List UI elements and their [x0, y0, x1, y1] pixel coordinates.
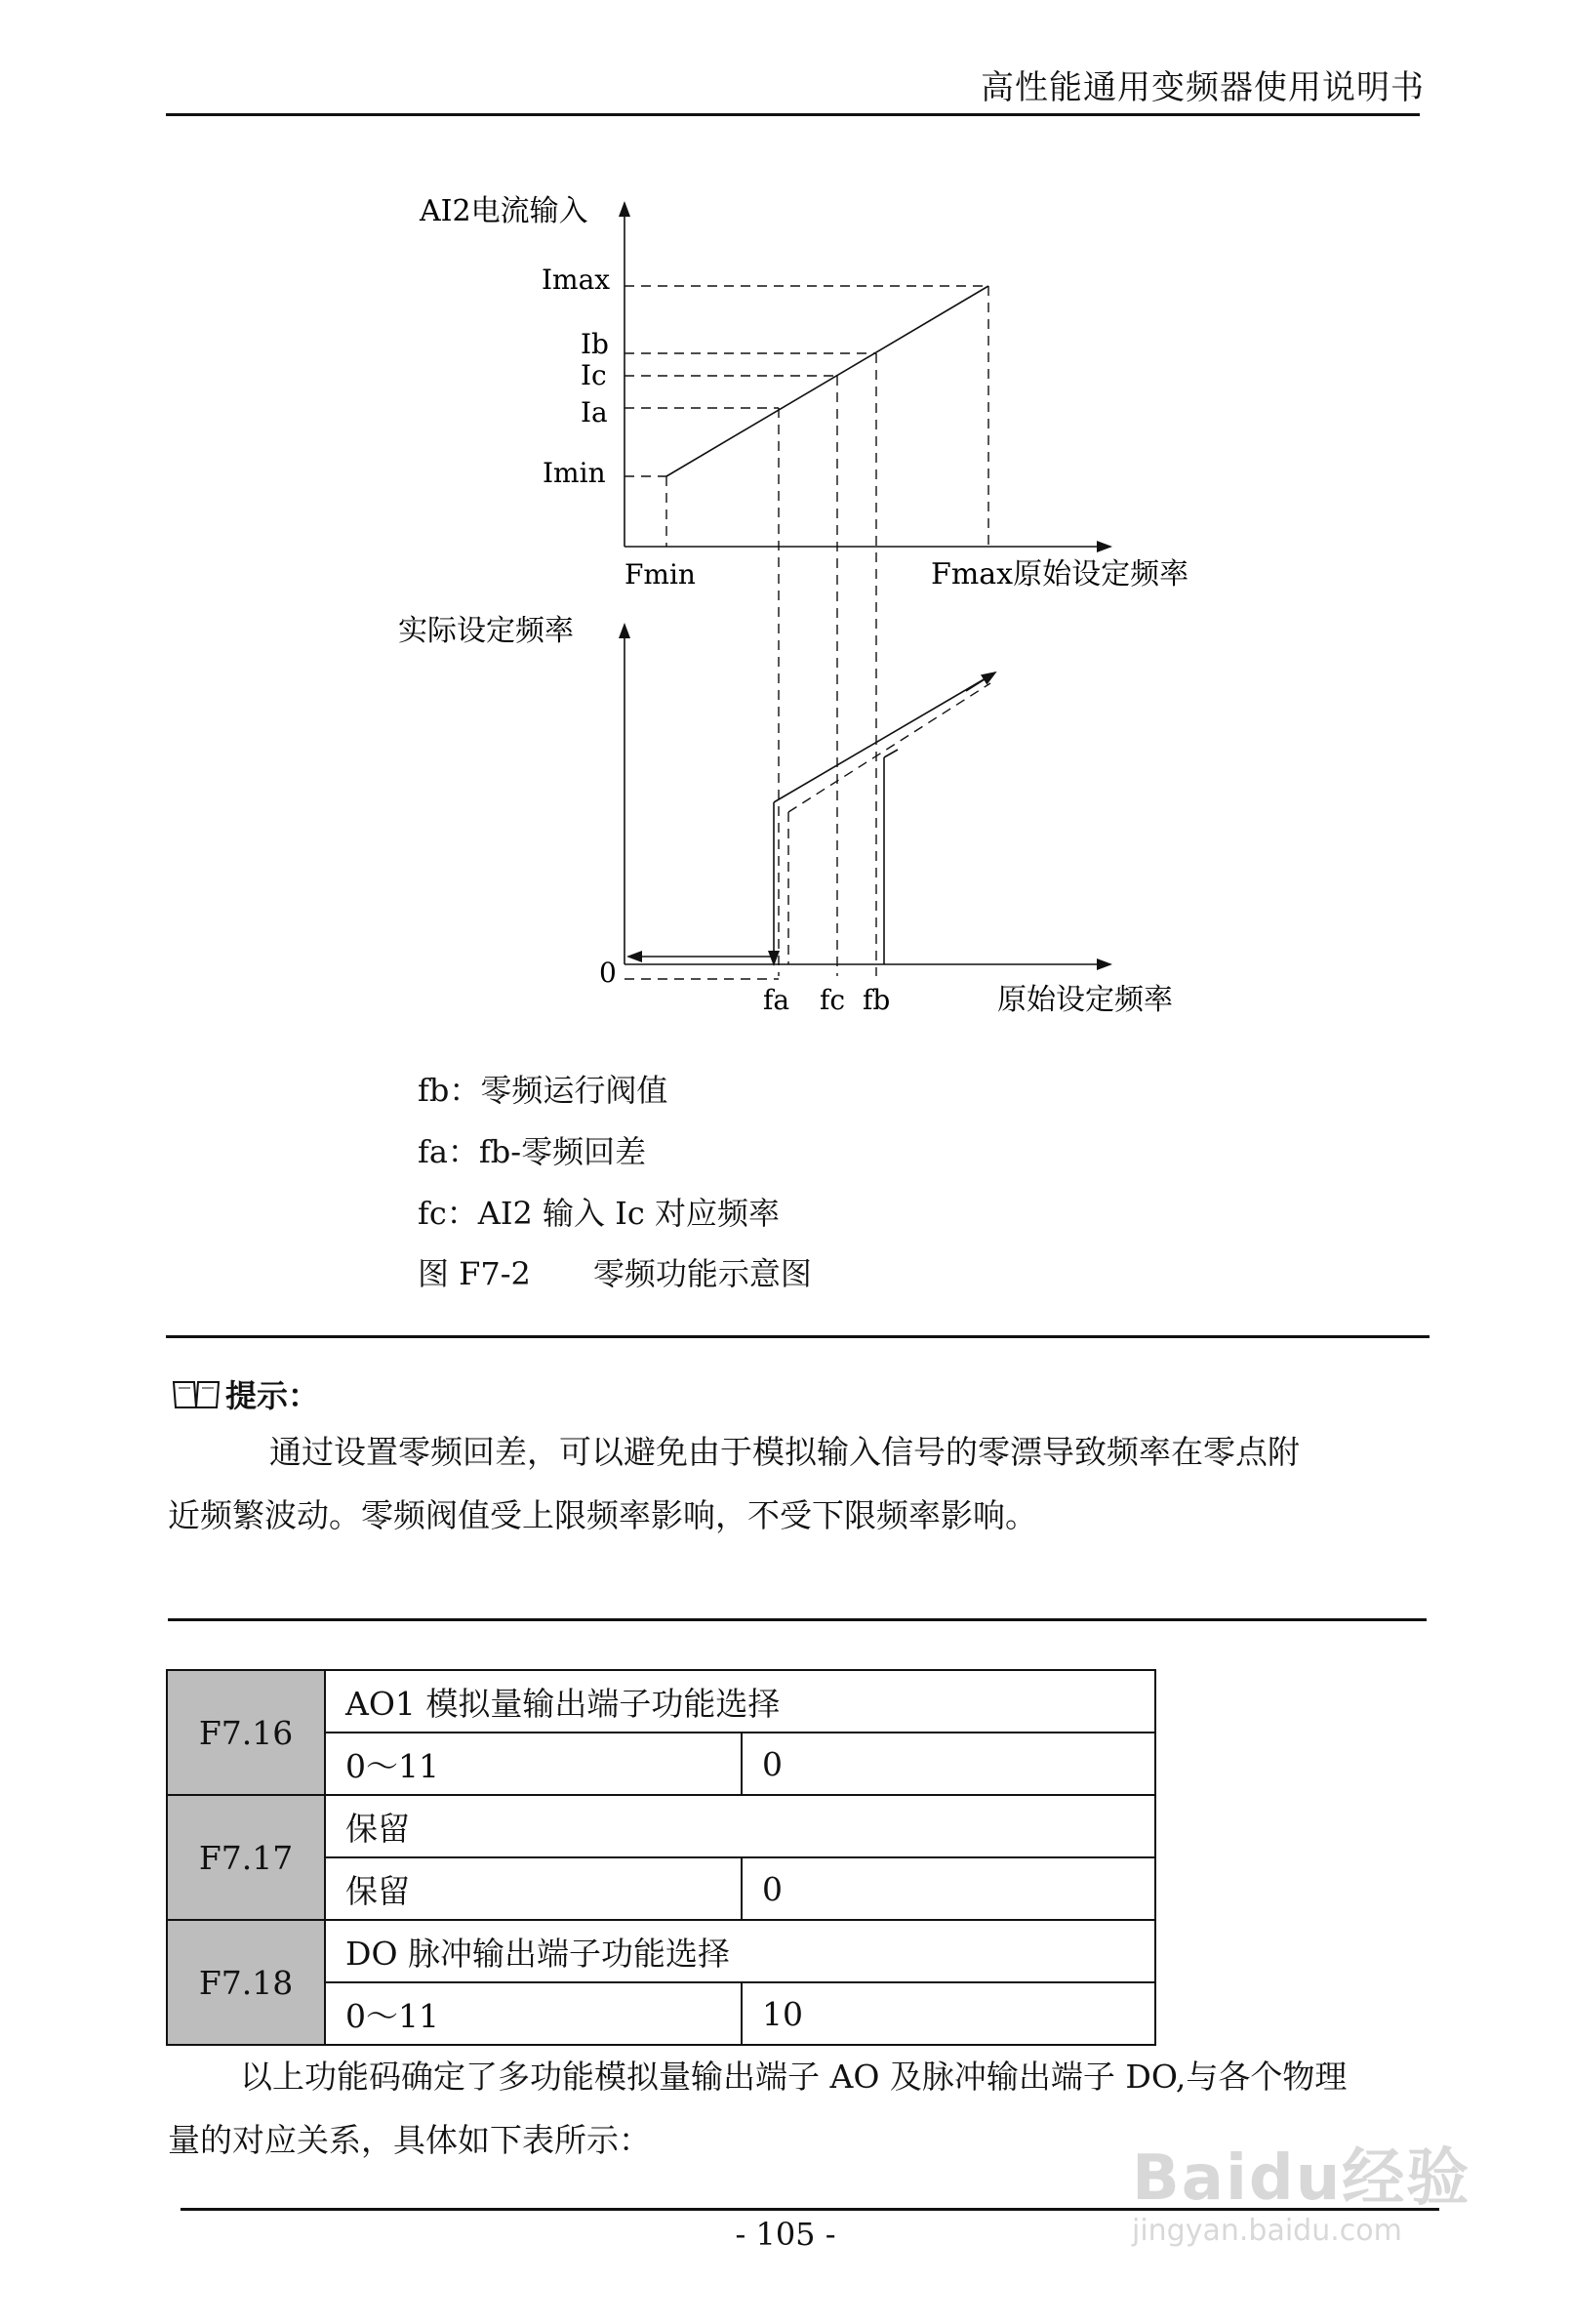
legend-fc: fc：AI2 输入 Ic 对应频率	[418, 1195, 780, 1232]
tick-ic: Ic	[581, 359, 607, 391]
top-x-label-fmax: Fmax原始设定频率	[931, 557, 1189, 591]
param-range: 0～11	[325, 1982, 742, 2045]
tip-text-line1: 通过设置零频回差，可以避免由于模拟输入信号的零漂导致频率在零点附	[269, 1433, 1300, 1471]
after-table-line2: 量的对应关系，具体如下表所示：	[168, 2121, 651, 2159]
tick-fb: fb	[863, 984, 891, 1016]
param-code: F7.18	[167, 1920, 325, 2045]
tick-imin: Imin	[543, 457, 606, 489]
figure-caption: 图 F7-2 零频功能示意图	[418, 1255, 812, 1292]
param-name: AO1 模拟量输出端子功能选择	[325, 1670, 1155, 1733]
param-range: 0～11	[325, 1733, 742, 1795]
tick-imax: Imax	[542, 264, 611, 296]
legend-fb: fb：零频运行阀值	[418, 1072, 668, 1109]
legend-fa: fa：fb-零频回差	[418, 1133, 647, 1170]
tick-fa: fa	[763, 984, 790, 1016]
param-default: 0	[742, 1733, 1155, 1795]
bottom-y-axis-label: 实际设定频率	[398, 614, 574, 648]
baidu-watermark	[1132, 2128, 1470, 2248]
book-icon	[171, 1376, 222, 1411]
header-title: 高性能通用变频器使用说明书	[981, 68, 1425, 107]
tick-ib: Ib	[581, 328, 609, 360]
top-y-axis-label: AI2电流输入	[420, 194, 588, 228]
tip-top-rule	[166, 1335, 1430, 1338]
watermark-logo: Baidu经验	[1132, 2142, 1471, 2215]
param-default: 10	[742, 1982, 1155, 2045]
param-range: 保留	[325, 1857, 742, 1920]
top-x-label-fmin: Fmin	[624, 558, 696, 591]
page-number: - 105 -	[735, 2216, 836, 2253]
param-code: F7.17	[167, 1795, 325, 1920]
after-table-line1: 以上功能码确定了多功能模拟量输出端子 AO 及脉冲输出端子 DO,与各个物理	[240, 2058, 1348, 2096]
table-row	[167, 1795, 1155, 1857]
bottom-x-axis-label: 原始设定频率	[997, 983, 1173, 1017]
param-name: 保留	[325, 1795, 1155, 1857]
param-default: 0	[742, 1857, 1155, 1920]
table-row	[167, 1670, 1155, 1733]
param-name: DO 脉冲输出端子功能选择	[325, 1920, 1155, 1982]
param-code: F7.16	[167, 1670, 325, 1795]
origin-label: 0	[599, 957, 617, 989]
tip-heading	[171, 1371, 319, 1416]
zero-frequency-diagram	[0, 0, 1571, 1054]
parameter-table	[166, 1669, 1156, 2046]
tip-bottom-rule	[168, 1618, 1427, 1621]
tip-title: 提示：	[225, 1377, 320, 1414]
tick-ia: Ia	[581, 396, 608, 428]
table-row	[167, 1920, 1155, 1982]
input-curve	[666, 286, 988, 476]
tip-text-line2: 近频繁波动。零频阀值受上限频率影响，不受下限频率影响。	[168, 1496, 1037, 1534]
tick-fc: fc	[820, 984, 846, 1016]
watermark-url: jingyan.baidu.com	[1132, 2214, 1402, 2248]
